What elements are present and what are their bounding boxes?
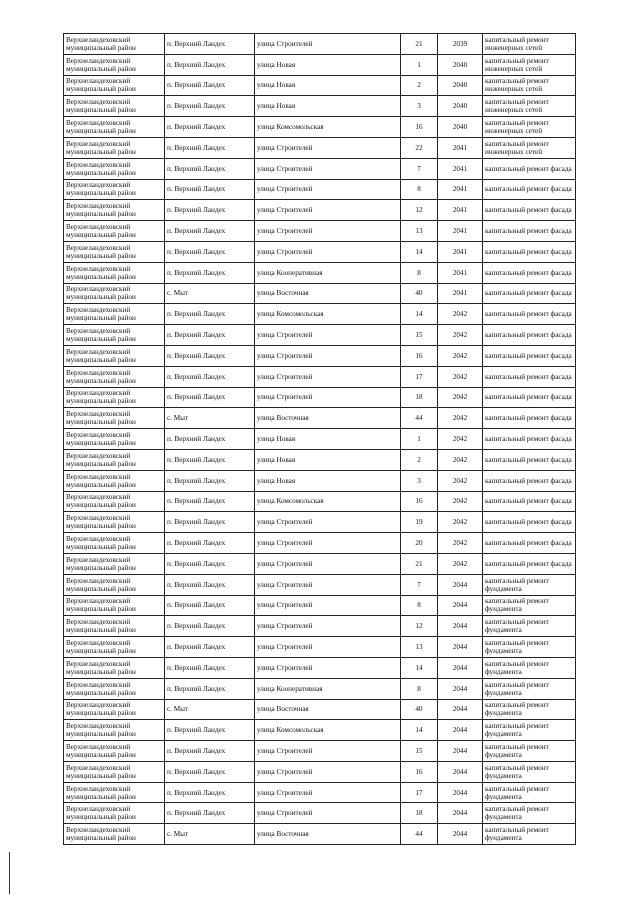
cell-district: Верхнеландеховский муниципальный район xyxy=(64,657,165,678)
cell-house-number: 14 xyxy=(401,241,438,262)
cell-street: улица Новая xyxy=(255,470,401,491)
cell-year: 2041 xyxy=(438,221,483,242)
cell-year: 2044 xyxy=(438,741,483,762)
cell-house-number: 21 xyxy=(401,34,438,55)
cell-district: Верхнеландеховский муниципальный район xyxy=(64,616,165,637)
cell-work-type: капитальный ремонт фасада xyxy=(483,512,576,533)
table-row xyxy=(64,574,576,595)
cell-work-type: капитальный ремонт фасада xyxy=(483,449,576,470)
cell-house-number: 3 xyxy=(401,96,438,117)
cell-work-type: капитальный ремонт фундамента xyxy=(483,824,576,845)
cell-locality: п. Верхний Ландех xyxy=(165,366,255,387)
cell-work-type: капитальный ремонт инженерных сетей xyxy=(483,117,576,138)
cell-house-number: 16 xyxy=(401,345,438,366)
table-row xyxy=(64,221,576,242)
table-row xyxy=(64,75,576,96)
table-row xyxy=(64,720,576,741)
cell-locality: п. Верхний Ландех xyxy=(165,574,255,595)
cell-district: Верхнеландеховский муниципальный район xyxy=(64,699,165,720)
cell-locality: п. Верхний Ландех xyxy=(165,449,255,470)
table-row xyxy=(64,470,576,491)
cell-locality: п. Верхний Ландех xyxy=(165,720,255,741)
cell-district: Верхнеландеховский муниципальный район xyxy=(64,512,165,533)
repair-schedule-table xyxy=(63,33,576,845)
cell-street: улица Строителей xyxy=(255,637,401,658)
cell-work-type: капитальный ремонт инженерных сетей xyxy=(483,137,576,158)
cell-street: улица Строителей xyxy=(255,512,401,533)
table-row xyxy=(64,34,576,55)
table-row xyxy=(64,803,576,824)
cell-year: 2040 xyxy=(438,54,483,75)
cell-work-type: капитальный ремонт фасада xyxy=(483,158,576,179)
cell-house-number: 17 xyxy=(401,782,438,803)
cell-year: 2042 xyxy=(438,429,483,450)
cell-locality: п. Верхний Ландех xyxy=(165,533,255,554)
cell-year: 2041 xyxy=(438,137,483,158)
cell-locality: п. Верхний Ландех xyxy=(165,325,255,346)
table-row xyxy=(64,491,576,512)
cell-year: 2042 xyxy=(438,408,483,429)
cell-work-type: капитальный ремонт фундамента xyxy=(483,657,576,678)
cell-house-number: 18 xyxy=(401,387,438,408)
cell-year: 2042 xyxy=(438,491,483,512)
cell-street: улица Новая xyxy=(255,75,401,96)
cell-district: Верхнеландеховский муниципальный район xyxy=(64,262,165,283)
table-row xyxy=(64,741,576,762)
cell-street: улица Строителей xyxy=(255,221,401,242)
cell-street: улица Комсомольская xyxy=(255,117,401,138)
cell-street: улица Новая xyxy=(255,429,401,450)
cell-house-number: 18 xyxy=(401,803,438,824)
cell-year: 2042 xyxy=(438,345,483,366)
cell-locality: п. Верхний Ландех xyxy=(165,75,255,96)
cell-work-type: капитальный ремонт фасада xyxy=(483,262,576,283)
cell-work-type: капитальный ремонт фасада xyxy=(483,491,576,512)
cell-locality: п. Верхний Ландех xyxy=(165,429,255,450)
cell-district: Верхнеландеховский муниципальный район xyxy=(64,54,165,75)
cell-street: улица Комсомольская xyxy=(255,491,401,512)
cell-work-type: капитальный ремонт фасада xyxy=(483,533,576,554)
cell-year: 2044 xyxy=(438,678,483,699)
cell-work-type: капитальный ремонт фундамента xyxy=(483,761,576,782)
cell-year: 2042 xyxy=(438,553,483,574)
cell-street: улица Кооперативная xyxy=(255,262,401,283)
cell-work-type: капитальный ремонт фасада xyxy=(483,345,576,366)
cell-work-type: капитальный ремонт фасада xyxy=(483,553,576,574)
cell-work-type: капитальный ремонт фасада xyxy=(483,387,576,408)
cell-district: Верхнеландеховский муниципальный район xyxy=(64,470,165,491)
cell-year: 2042 xyxy=(438,304,483,325)
cell-district: Верхнеландеховский муниципальный район xyxy=(64,34,165,55)
cell-year: 2041 xyxy=(438,200,483,221)
cell-district: Верхнеландеховский муниципальный район xyxy=(64,75,165,96)
table-row xyxy=(64,533,576,554)
cell-year: 2044 xyxy=(438,595,483,616)
cell-district: Верхнеландеховский муниципальный район xyxy=(64,824,165,845)
cell-year: 2040 xyxy=(438,96,483,117)
table-row xyxy=(64,54,576,75)
cell-work-type: капитальный ремонт фундамента xyxy=(483,699,576,720)
cell-house-number: 13 xyxy=(401,637,438,658)
cell-street: улица Кооперативная xyxy=(255,678,401,699)
cell-locality: п. Верхний Ландех xyxy=(165,345,255,366)
table-row xyxy=(64,616,576,637)
cell-work-type: капитальный ремонт фундамента xyxy=(483,720,576,741)
cell-work-type: капитальный ремонт инженерных сетей xyxy=(483,75,576,96)
cell-locality: п. Верхний Ландех xyxy=(165,54,255,75)
cell-locality: п. Верхний Ландех xyxy=(165,96,255,117)
cell-house-number: 15 xyxy=(401,741,438,762)
cell-year: 2042 xyxy=(438,449,483,470)
cell-year: 2042 xyxy=(438,325,483,346)
cell-locality: с. Мыт xyxy=(165,283,255,304)
cell-house-number: 12 xyxy=(401,616,438,637)
cell-house-number: 13 xyxy=(401,221,438,242)
cell-district: Верхнеландеховский муниципальный район xyxy=(64,137,165,158)
cell-house-number: 21 xyxy=(401,553,438,574)
cell-locality: п. Верхний Ландех xyxy=(165,241,255,262)
cell-district: Верхнеландеховский муниципальный район xyxy=(64,449,165,470)
cell-year: 2041 xyxy=(438,262,483,283)
cell-locality: п. Верхний Ландех xyxy=(165,761,255,782)
cell-street: улица Восточная xyxy=(255,699,401,720)
cell-work-type: капитальный ремонт фасада xyxy=(483,408,576,429)
cell-locality: п. Верхний Ландех xyxy=(165,637,255,658)
cell-house-number: 8 xyxy=(401,262,438,283)
cell-street: улица Строителей xyxy=(255,137,401,158)
cell-work-type: капитальный ремонт фундамента xyxy=(483,782,576,803)
cell-house-number: 14 xyxy=(401,657,438,678)
cell-house-number: 12 xyxy=(401,200,438,221)
cell-locality: п. Верхний Ландех xyxy=(165,34,255,55)
cell-district: Верхнеландеховский муниципальный район xyxy=(64,408,165,429)
table-row xyxy=(64,429,576,450)
cell-year: 2041 xyxy=(438,241,483,262)
cell-district: Верхнеландеховский муниципальный район xyxy=(64,761,165,782)
cell-house-number: 8 xyxy=(401,179,438,200)
cell-year: 2044 xyxy=(438,657,483,678)
cell-street: улица Строителей xyxy=(255,241,401,262)
cell-year: 2039 xyxy=(438,34,483,55)
cell-locality: п. Верхний Ландех xyxy=(165,137,255,158)
cell-house-number: 16 xyxy=(401,761,438,782)
cell-locality: п. Верхний Ландех xyxy=(165,491,255,512)
cell-house-number: 1 xyxy=(401,54,438,75)
cell-district: Верхнеландеховский муниципальный район xyxy=(64,345,165,366)
cell-house-number: 16 xyxy=(401,117,438,138)
cell-district: Верхнеландеховский муниципальный район xyxy=(64,720,165,741)
cell-house-number: 15 xyxy=(401,325,438,346)
cell-district: Верхнеландеховский муниципальный район xyxy=(64,366,165,387)
cell-street: улица Строителей xyxy=(255,616,401,637)
cell-district: Верхнеландеховский муниципальный район xyxy=(64,595,165,616)
cell-house-number: 14 xyxy=(401,720,438,741)
cell-street: улица Строителей xyxy=(255,387,401,408)
cell-work-type: капитальный ремонт инженерных сетей xyxy=(483,34,576,55)
cell-street: улица Строителей xyxy=(255,574,401,595)
cell-work-type: капитальный ремонт фасада xyxy=(483,221,576,242)
cell-year: 2041 xyxy=(438,283,483,304)
cell-district: Верхнеландеховский муниципальный район xyxy=(64,117,165,138)
table-row xyxy=(64,387,576,408)
cell-house-number: 8 xyxy=(401,678,438,699)
table-row xyxy=(64,241,576,262)
cell-street: улица Строителей xyxy=(255,761,401,782)
cell-year: 2044 xyxy=(438,637,483,658)
cell-locality: п. Верхний Ландех xyxy=(165,512,255,533)
table-row xyxy=(64,637,576,658)
cell-work-type: капитальный ремонт фасада xyxy=(483,200,576,221)
cell-work-type: капитальный ремонт фундамента xyxy=(483,574,576,595)
cell-street: улица Строителей xyxy=(255,782,401,803)
table-row xyxy=(64,179,576,200)
table-row xyxy=(64,657,576,678)
cell-house-number: 44 xyxy=(401,824,438,845)
cell-year: 2041 xyxy=(438,179,483,200)
cell-house-number: 2 xyxy=(401,449,438,470)
table-row xyxy=(64,824,576,845)
cell-street: улица Новая xyxy=(255,96,401,117)
margin-line xyxy=(9,852,10,894)
cell-district: Верхнеландеховский муниципальный район xyxy=(64,637,165,658)
cell-year: 2044 xyxy=(438,803,483,824)
cell-locality: п. Верхний Ландех xyxy=(165,678,255,699)
cell-district: Верхнеландеховский муниципальный район xyxy=(64,221,165,242)
table-row xyxy=(64,117,576,138)
cell-street: улица Строителей xyxy=(255,803,401,824)
cell-house-number: 2 xyxy=(401,75,438,96)
table-row xyxy=(64,553,576,574)
cell-street: улица Восточная xyxy=(255,283,401,304)
cell-locality: п. Верхний Ландех xyxy=(165,387,255,408)
cell-work-type: капитальный ремонт фундамента xyxy=(483,741,576,762)
cell-year: 2042 xyxy=(438,387,483,408)
cell-year: 2044 xyxy=(438,782,483,803)
cell-year: 2044 xyxy=(438,720,483,741)
table-row xyxy=(64,449,576,470)
cell-street: улица Восточная xyxy=(255,824,401,845)
cell-house-number: 7 xyxy=(401,158,438,179)
cell-work-type: капитальный ремонт фундамента xyxy=(483,803,576,824)
table-row xyxy=(64,782,576,803)
cell-work-type: капитальный ремонт фасада xyxy=(483,283,576,304)
table-body xyxy=(64,34,576,845)
cell-district: Верхнеландеховский муниципальный район xyxy=(64,803,165,824)
table-row xyxy=(64,325,576,346)
cell-work-type: капитальный ремонт фундамента xyxy=(483,595,576,616)
cell-year: 2041 xyxy=(438,158,483,179)
cell-street: улица Восточная xyxy=(255,408,401,429)
cell-work-type: капитальный ремонт фундамента xyxy=(483,616,576,637)
cell-locality: с. Мыт xyxy=(165,824,255,845)
cell-district: Верхнеландеховский муниципальный район xyxy=(64,325,165,346)
cell-district: Верхнеландеховский муниципальный район xyxy=(64,179,165,200)
cell-year: 2044 xyxy=(438,699,483,720)
table-row xyxy=(64,262,576,283)
cell-district: Верхнеландеховский муниципальный район xyxy=(64,741,165,762)
cell-district: Верхнеландеховский муниципальный район xyxy=(64,553,165,574)
cell-street: улица Строителей xyxy=(255,200,401,221)
cell-street: улица Строителей xyxy=(255,34,401,55)
cell-locality: п. Верхний Ландех xyxy=(165,741,255,762)
cell-work-type: капитальный ремонт фасада xyxy=(483,366,576,387)
cell-locality: п. Верхний Ландех xyxy=(165,616,255,637)
cell-street: улица Новая xyxy=(255,449,401,470)
cell-district: Верхнеландеховский муниципальный район xyxy=(64,533,165,554)
table-row xyxy=(64,408,576,429)
cell-district: Верхнеландеховский муниципальный район xyxy=(64,782,165,803)
cell-district: Верхнеландеховский муниципальный район xyxy=(64,429,165,450)
cell-street: улица Комсомольская xyxy=(255,304,401,325)
cell-work-type: капитальный ремонт инженерных сетей xyxy=(483,54,576,75)
cell-locality: п. Верхний Ландех xyxy=(165,158,255,179)
table-row xyxy=(64,96,576,117)
cell-locality: п. Верхний Ландех xyxy=(165,657,255,678)
cell-locality: п. Верхний Ландех xyxy=(165,262,255,283)
cell-work-type: капитальный ремонт фундамента xyxy=(483,637,576,658)
cell-street: улица Строителей xyxy=(255,657,401,678)
table-row xyxy=(64,678,576,699)
cell-district: Верхнеландеховский муниципальный район xyxy=(64,574,165,595)
cell-street: улица Строителей xyxy=(255,553,401,574)
cell-district: Верхнеландеховский муниципальный район xyxy=(64,678,165,699)
cell-district: Верхнеландеховский муниципальный район xyxy=(64,304,165,325)
cell-work-type: капитальный ремонт фасада xyxy=(483,304,576,325)
table-row xyxy=(64,137,576,158)
cell-locality: с. Мыт xyxy=(165,699,255,720)
cell-district: Верхнеландеховский муниципальный район xyxy=(64,241,165,262)
table-row xyxy=(64,200,576,221)
table-row xyxy=(64,345,576,366)
cell-locality: п. Верхний Ландех xyxy=(165,803,255,824)
cell-house-number: 19 xyxy=(401,512,438,533)
cell-house-number: 3 xyxy=(401,470,438,491)
cell-house-number: 7 xyxy=(401,574,438,595)
cell-year: 2042 xyxy=(438,470,483,491)
cell-street: улица Новая xyxy=(255,54,401,75)
cell-year: 2042 xyxy=(438,512,483,533)
cell-house-number: 40 xyxy=(401,283,438,304)
cell-year: 2044 xyxy=(438,616,483,637)
table-row xyxy=(64,304,576,325)
cell-locality: п. Верхний Ландех xyxy=(165,595,255,616)
cell-work-type: капитальный ремонт фасада xyxy=(483,179,576,200)
cell-house-number: 20 xyxy=(401,533,438,554)
cell-district: Верхнеландеховский муниципальный район xyxy=(64,200,165,221)
cell-locality: п. Верхний Ландех xyxy=(165,179,255,200)
table-row xyxy=(64,158,576,179)
cell-locality: с. Мыт xyxy=(165,408,255,429)
cell-street: улица Строителей xyxy=(255,325,401,346)
table-row xyxy=(64,595,576,616)
cell-year: 2044 xyxy=(438,574,483,595)
cell-street: улица Строителей xyxy=(255,595,401,616)
cell-district: Верхнеландеховский муниципальный район xyxy=(64,283,165,304)
cell-house-number: 22 xyxy=(401,137,438,158)
cell-house-number: 14 xyxy=(401,304,438,325)
cell-street: улица Строителей xyxy=(255,533,401,554)
cell-locality: п. Верхний Ландех xyxy=(165,782,255,803)
cell-house-number: 16 xyxy=(401,491,438,512)
cell-house-number: 44 xyxy=(401,408,438,429)
cell-house-number: 8 xyxy=(401,595,438,616)
cell-year: 2042 xyxy=(438,366,483,387)
cell-street: улица Строителей xyxy=(255,179,401,200)
cell-house-number: 17 xyxy=(401,366,438,387)
cell-work-type: капитальный ремонт фасада xyxy=(483,470,576,491)
cell-work-type: капитальный ремонт фасада xyxy=(483,429,576,450)
table-row xyxy=(64,283,576,304)
cell-street: улица Строителей xyxy=(255,345,401,366)
cell-work-type: капитальный ремонт фасада xyxy=(483,241,576,262)
cell-locality: п. Верхний Ландех xyxy=(165,117,255,138)
cell-street: улица Строителей xyxy=(255,366,401,387)
cell-district: Верхнеландеховский муниципальный район xyxy=(64,158,165,179)
cell-year: 2042 xyxy=(438,533,483,554)
cell-year: 2040 xyxy=(438,117,483,138)
table-row xyxy=(64,761,576,782)
table-row xyxy=(64,366,576,387)
cell-work-type: капитальный ремонт фасада xyxy=(483,325,576,346)
table-row xyxy=(64,512,576,533)
cell-year: 2040 xyxy=(438,75,483,96)
cell-house-number: 40 xyxy=(401,699,438,720)
cell-locality: п. Верхний Ландех xyxy=(165,470,255,491)
cell-locality: п. Верхний Ландех xyxy=(165,304,255,325)
cell-locality: п. Верхний Ландех xyxy=(165,221,255,242)
cell-district: Верхнеландеховский муниципальный район xyxy=(64,96,165,117)
cell-year: 2044 xyxy=(438,824,483,845)
table-row xyxy=(64,699,576,720)
cell-street: улица Комсомольская xyxy=(255,720,401,741)
cell-district: Верхнеландеховский муниципальный район xyxy=(64,491,165,512)
cell-house-number: 1 xyxy=(401,429,438,450)
cell-work-type: капитальный ремонт инженерных сетей xyxy=(483,96,576,117)
cell-locality: п. Верхний Ландех xyxy=(165,553,255,574)
cell-street: улица Строителей xyxy=(255,158,401,179)
cell-locality: п. Верхний Ландех xyxy=(165,200,255,221)
cell-work-type: капитальный ремонт фундамента xyxy=(483,678,576,699)
cell-year: 2044 xyxy=(438,761,483,782)
cell-street: улица Строителей xyxy=(255,741,401,762)
cell-district: Верхнеландеховский муниципальный район xyxy=(64,387,165,408)
